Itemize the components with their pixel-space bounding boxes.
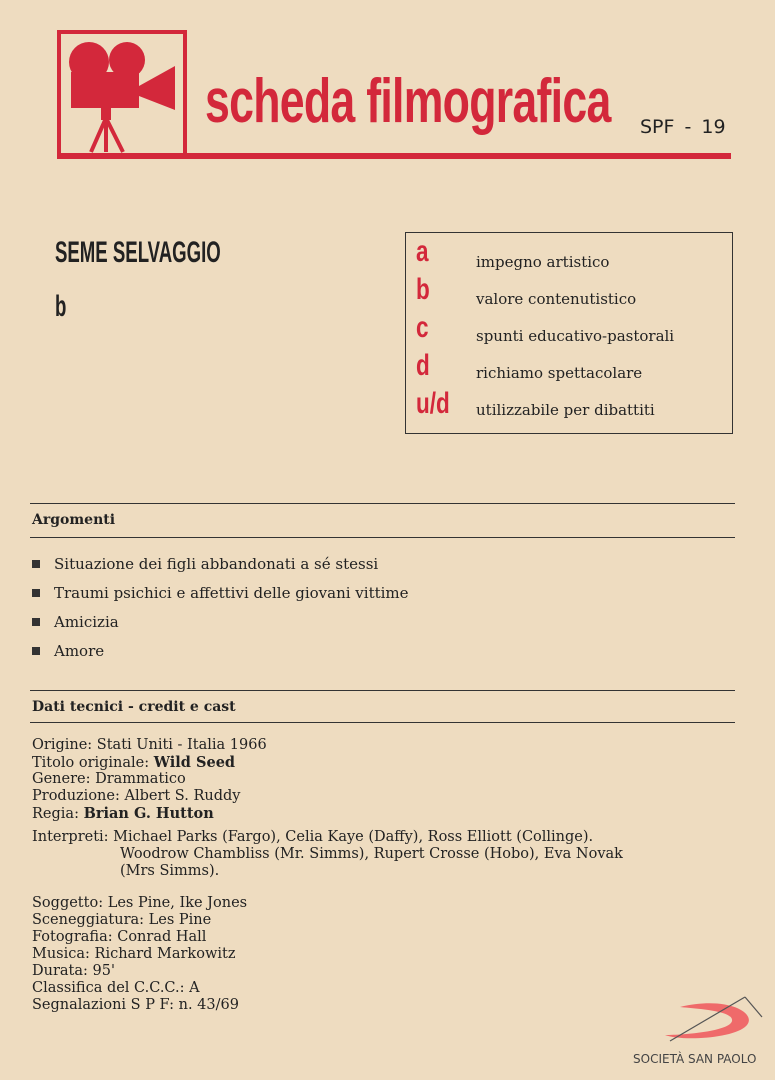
- film-camera-icon: [61, 34, 183, 154]
- credit-durata: Durata: 95': [32, 963, 115, 979]
- legend-letter: c: [416, 311, 429, 344]
- credit-titolo: Titolo originale: Wild Seed: [32, 754, 236, 771]
- bullet-icon: [32, 560, 40, 568]
- section-heading-argomenti: Argomenti: [32, 512, 116, 528]
- divider: [30, 722, 735, 723]
- credit-interpreti-line2: Woodrow Chambliss (Mr. Simms), Rupert Crosse (Hobo), Eva Novak: [120, 846, 623, 862]
- legend-letter: b: [416, 273, 430, 306]
- logo-frame: [57, 30, 187, 158]
- topic-text: Amicizia: [54, 613, 119, 631]
- topic-item: [32, 584, 409, 602]
- topic-item: [32, 613, 119, 631]
- film-grade: b: [55, 290, 67, 323]
- topic-text: Amore: [54, 642, 105, 660]
- credit-sceneggiatura: Sceneggiatura: Les Pine: [32, 912, 212, 928]
- legend-text: richiamo spettacolare: [476, 364, 643, 382]
- topic-text: Situazione dei figli abbandonati a sé stessi: [54, 555, 379, 573]
- topic-text: Traumi psichici e affettivi delle giovani vittime: [54, 584, 409, 602]
- legend-letter: d: [416, 349, 430, 382]
- legend-letter: a: [416, 235, 429, 268]
- credit-genere: Genere: Drammatico: [32, 771, 186, 787]
- credit-interpreti-line3: (Mrs Simms).: [120, 863, 220, 879]
- credit-classifica: Classifica del C.C.C.: A: [32, 980, 200, 996]
- legend-text: valore contenutistico: [476, 290, 637, 308]
- bullet-icon: [32, 618, 40, 626]
- credit-produzione: Produzione: Albert S. Ruddy: [32, 788, 241, 804]
- film-title: SEME SELVAGGIO: [55, 236, 221, 269]
- bullet-icon: [32, 589, 40, 597]
- bullet-icon: [32, 647, 40, 655]
- publisher-swoosh-icon: [660, 995, 770, 1045]
- legend-text: impegno artistico: [476, 253, 610, 271]
- sheet-code: SPF - 19: [640, 116, 726, 138]
- legend-letter: u/d: [416, 387, 450, 420]
- credit-segnalazioni: Segnalazioni S P F: n. 43/69: [32, 997, 239, 1013]
- legend-text: utilizzabile per dibattiti: [476, 401, 655, 419]
- section-heading-dati: Dati tecnici - credit e cast: [32, 699, 236, 715]
- credit-origine: Origine: Stati Uniti - Italia 1966: [32, 737, 267, 753]
- divider: [30, 503, 735, 504]
- divider: [30, 690, 735, 691]
- credit-regia: Regia: Brian G. Hutton: [32, 805, 214, 822]
- publisher-name: SOCIETÀ SAN PAOLO: [633, 1052, 757, 1066]
- publisher-logo: [660, 995, 770, 1049]
- credit-soggetto: Soggetto: Les Pine, Ike Jones: [32, 895, 248, 911]
- topic-item: [32, 642, 104, 660]
- topic-item: [32, 555, 378, 573]
- rating-legend: [405, 232, 733, 434]
- credit-fotografia: Fotografia: Conrad Hall: [32, 929, 207, 945]
- header-rule: [57, 153, 731, 159]
- divider: [30, 537, 735, 538]
- header-title: scheda filmografica: [205, 67, 611, 136]
- legend-text: spunti educativo-pastorali: [476, 327, 675, 345]
- credit-interpreti: Interpreti: Michael Parks (Fargo), Celia Kaye (Daffy), Ross Elliott (Collinge).: [32, 829, 594, 845]
- credit-musica: Musica: Richard Markowitz: [32, 946, 236, 962]
